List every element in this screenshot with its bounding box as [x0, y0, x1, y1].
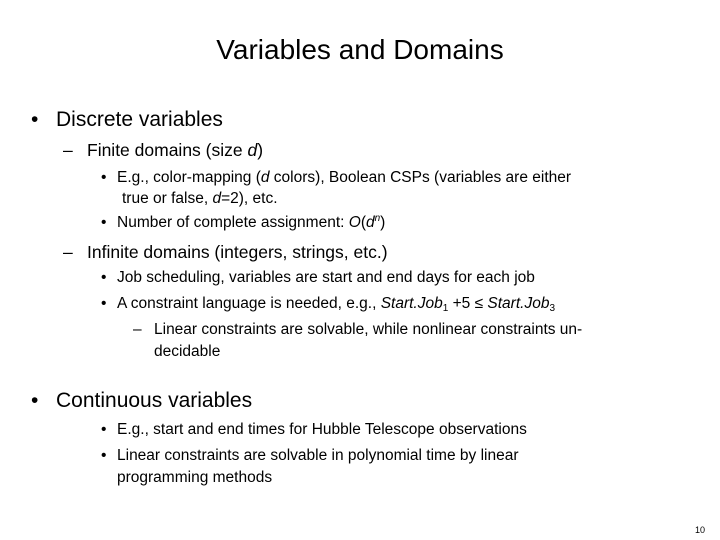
dash-linear: –: [133, 321, 142, 338]
finite-domains-line: [87, 139, 263, 161]
polynomial-line1: Linear constraints are solvable in polynomial time by linear: [117, 447, 519, 464]
bullet-number-assignment: •: [101, 214, 107, 231]
eg-text: E.g., color-mapping (: [117, 169, 261, 186]
var-d: d: [365, 214, 375, 231]
job-scheduling-line: Job scheduling, variables are start and end days for each job: [117, 269, 535, 286]
eg-text: colors), Boolean CSPs (variables are either: [269, 169, 572, 186]
dash-infinite: –: [63, 242, 73, 262]
bullet-hubble: •: [101, 421, 107, 438]
hubble-line: E.g., start and end times for Hubble Telescope observations: [117, 421, 527, 438]
var-d: d: [247, 140, 258, 160]
page-number: 10: [695, 525, 706, 535]
lang-mid: +5 ≤: [448, 295, 488, 312]
linear-constraints-line1: Linear constraints are solvable, while nonlinear constraints un-: [154, 321, 583, 338]
eg-color-mapping-line1: [117, 168, 571, 188]
subscript-1: 1: [442, 303, 449, 314]
paren-close: ): [380, 214, 386, 231]
start-job-var: Start.Job: [380, 295, 443, 312]
exponent-n: n: [374, 213, 381, 224]
bullet-job-scheduling: •: [101, 269, 107, 286]
dash-finite: –: [63, 140, 73, 160]
var-d: d: [212, 190, 222, 207]
eg-color-mapping-line2: [122, 189, 278, 209]
big-o: O: [348, 214, 361, 231]
bullet-discrete: •: [31, 108, 39, 131]
number-complete-assignment: [117, 213, 385, 233]
bullet-constraint-language: •: [101, 295, 107, 312]
num-text: Number of complete assignment:: [117, 214, 349, 231]
bullet-continuous: •: [31, 389, 39, 412]
lang-text: A constraint language is needed, e.g.,: [117, 295, 381, 312]
start-job-var: Start.Job: [487, 295, 550, 312]
polynomial-line2: programming methods: [117, 469, 273, 486]
slide-title: Variables and Domains: [216, 34, 504, 65]
infinite-domains-line: Infinite domains (integers, strings, etc.): [87, 242, 388, 262]
heading-discrete-variables: Discrete variables: [56, 108, 223, 131]
eg-text: true or false,: [122, 190, 213, 207]
constraint-language-line: [117, 294, 555, 314]
paren-open: (: [360, 214, 366, 231]
linear-constraints-line2: decidable: [154, 343, 221, 360]
subscript-3: 3: [549, 303, 555, 314]
bullet-eg-color: •: [101, 169, 107, 186]
eg-text: =2), etc.: [221, 190, 278, 207]
heading-continuous-variables: Continuous variables: [56, 389, 253, 412]
bullet-polynomial: •: [101, 447, 107, 464]
finite-text: Finite domains (size: [87, 140, 248, 160]
var-d: d: [260, 169, 270, 186]
finite-text-end: ): [257, 140, 264, 160]
